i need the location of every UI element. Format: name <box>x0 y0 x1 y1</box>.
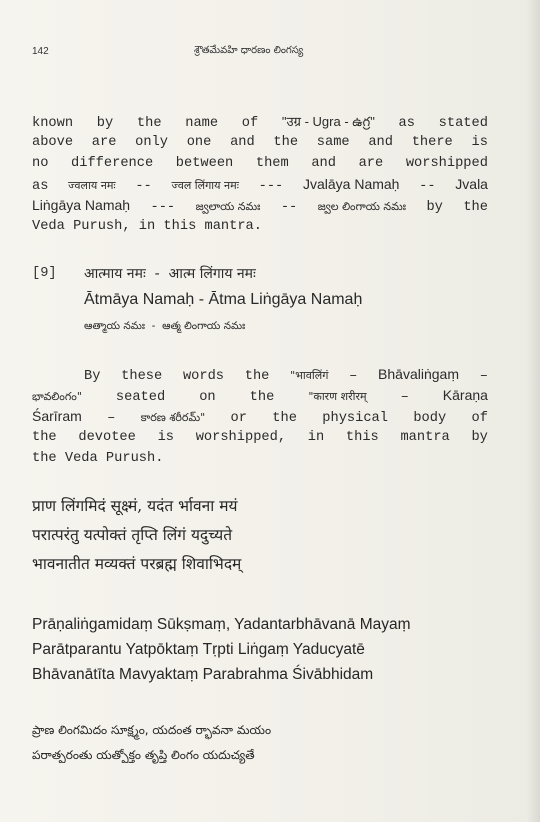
word: this <box>345 430 379 445</box>
word: -- <box>419 179 436 194</box>
term: "उग्र - Ugra - ఉగ్ర" <box>281 114 375 129</box>
word: these <box>121 369 163 384</box>
word: is <box>471 135 488 150</box>
sloka-devanagari <box>32 492 502 579</box>
verse-number: [9] <box>32 266 57 281</box>
word: -- <box>135 179 152 194</box>
word: name <box>185 116 219 131</box>
word: the <box>249 390 275 405</box>
term: ज्वलाय नमः <box>68 179 116 192</box>
text-line <box>32 385 488 406</box>
word: Veda Purush, in this mantra. <box>32 219 262 234</box>
word: and <box>311 156 336 171</box>
term: కారణ శరీరమ్" <box>140 411 206 424</box>
text-line <box>32 111 488 132</box>
word: mantra <box>400 430 450 445</box>
word: --- <box>150 200 176 215</box>
word: --- <box>258 179 284 194</box>
word: the <box>273 135 299 150</box>
word: and <box>230 135 255 150</box>
verse-devanagari: आत्माय नमः - आत्म लिंगाय नमः <box>84 266 256 282</box>
sloka-telugu <box>32 718 502 768</box>
word: one <box>186 135 212 150</box>
word: on <box>199 390 216 405</box>
word: – <box>349 369 358 384</box>
text-line <box>32 427 488 448</box>
word: above <box>32 135 74 150</box>
text-line <box>32 195 488 216</box>
sloka-line: Parātparantu Yatpōktaṃ Tṛpti Liṅgaṃ Yaducyatē <box>32 641 365 658</box>
word: as <box>398 116 415 131</box>
sloka-line: भावनातीत मव्यक्तं परब्रह्म शिवाभिदम् <box>32 555 242 573</box>
word: known <box>32 116 74 131</box>
sloka-line: పరాత్పరంతు యత్పోక్తం తృప్తి లింగం యదుచ్యతే <box>32 748 255 762</box>
text-line <box>32 406 488 427</box>
word: stated <box>438 116 488 131</box>
word: the <box>136 116 162 131</box>
term: "भावलिंगं <box>290 369 329 382</box>
running-title: శ్రౌతమేవహి ధారణం లింగస్య <box>194 45 304 56</box>
word: worshipped, <box>195 430 287 445</box>
text-line <box>32 216 488 237</box>
paragraph-1 <box>32 111 488 237</box>
word: the <box>463 200 488 215</box>
word: By <box>84 369 101 384</box>
text-line <box>32 364 488 385</box>
sloka-line: ప్రాణ లింగమిదం సూక్ష్మం, యదంత ర్భావనా మయం <box>32 723 272 737</box>
term: "कारण शरीरम् <box>308 390 367 403</box>
word: devotee <box>78 430 136 445</box>
word: by <box>471 430 488 445</box>
word: or <box>230 411 247 426</box>
word: – <box>107 411 116 426</box>
sloka-line: परात्परंतु यत्पोक्तं तृप्ति लिंगं यदुच्यते <box>32 526 233 544</box>
word: seated <box>115 390 166 405</box>
page-number: 142 <box>32 46 49 57</box>
term: జ్వలాయ నమః <box>195 200 261 213</box>
word: of <box>471 411 488 426</box>
word: – <box>479 369 488 384</box>
word: only <box>135 135 168 150</box>
term: Jvala <box>455 176 488 192</box>
word: is <box>157 430 174 445</box>
word: words <box>182 369 225 384</box>
text-line <box>32 132 488 153</box>
word: physical <box>322 411 388 426</box>
text-line <box>32 448 488 469</box>
text-line <box>32 153 488 174</box>
sloka-line: प्राण लिंगमिदं सूक्ष्मं, यदंत र्भावना मयं <box>32 497 238 515</box>
page-edge-shadow <box>526 0 540 822</box>
word: – <box>400 390 409 405</box>
term: Bhāvaliṅgaṃ <box>378 366 459 382</box>
word: the <box>244 369 270 384</box>
word: between <box>175 156 234 171</box>
term: భావలింగం" <box>32 390 82 403</box>
word: body <box>413 411 447 426</box>
page-header <box>32 44 508 62</box>
word: by <box>96 116 114 131</box>
verse-telugu: ఆత్మాయ నమః - ఆత్మ లింగాయ నమః <box>84 320 246 332</box>
word: difference <box>71 156 154 171</box>
word: by <box>426 200 443 215</box>
word: are <box>358 156 384 171</box>
term: Kāraṇa <box>442 387 488 403</box>
word: same <box>316 135 350 150</box>
sloka-roman <box>32 612 502 687</box>
word: and <box>368 135 393 150</box>
sloka-line: Prāṇaliṅgamidaṃ Sūkṣmaṃ, Yadantarbhāvanā Mayaṃ <box>32 616 411 633</box>
term: Jvalāya Namaḥ <box>302 176 400 192</box>
term: జ్వల లింగాయ నమః <box>317 200 407 213</box>
word: the Veda Purush. <box>32 451 164 466</box>
text-line <box>32 174 488 195</box>
word: as <box>32 179 49 194</box>
word: the <box>272 411 297 426</box>
verse-roman: Ātmāya Namaḥ - Ātma Liṅgāya Namaḥ <box>84 291 363 308</box>
word: -- <box>280 200 298 215</box>
word: them <box>255 156 289 171</box>
word: of <box>241 116 259 131</box>
sloka-line: Bhāvanātīta Mavyaktaṃ Parabrahma Śivābhidam <box>32 666 374 683</box>
term: ज्वल लिंगाय नमः <box>171 179 239 192</box>
word: worshipped <box>405 156 488 171</box>
word: there <box>411 135 453 150</box>
term: Śarīram <box>32 408 82 424</box>
word: in <box>307 430 325 445</box>
verse-block <box>84 262 504 336</box>
word: the <box>32 430 57 445</box>
term: Liṅgāya Namaḥ <box>32 197 131 213</box>
word: are <box>91 135 117 150</box>
paragraph-2 <box>32 364 488 469</box>
word: no <box>32 156 49 171</box>
